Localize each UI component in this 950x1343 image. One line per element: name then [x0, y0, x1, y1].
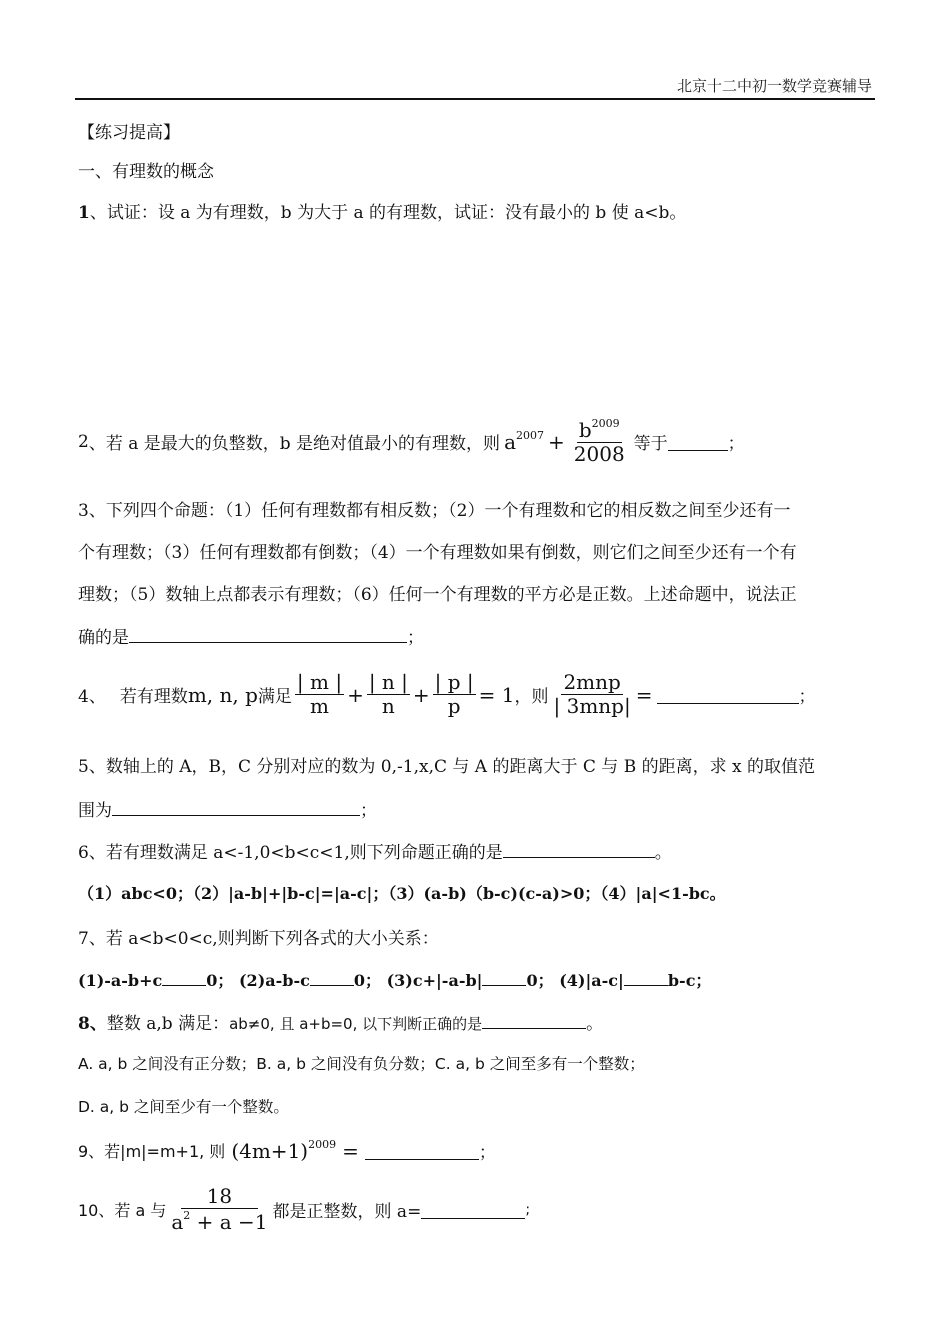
q2-text: 、若 a 是最大的负整数，b 是绝对值最小的有理数，则: [88, 434, 501, 454]
q1-text: 、试证：设 a 为有理数，b 为大于 a 的有理数，试证：没有最小的 b 使 a<b。: [89, 203, 687, 223]
q7-blank-3[interactable]: [482, 967, 526, 986]
q2-end: ；: [727, 434, 745, 454]
q4-end: ；: [798, 687, 816, 707]
q9-text: 9、若|m|=m+1, 则: [78, 1142, 226, 1161]
question-5-line-1: 5、数轴上的 A，B，C 分别对应的数为 0,-1,x,C 与 A 的距离大于 C 与 B 的距离，求 x 的取值范: [78, 757, 815, 777]
q10-answer-blank[interactable]: [421, 1200, 525, 1219]
q4-pre: 若有理数: [119, 687, 188, 707]
question-8-option-d: D. a, b 之间至少有一个整数。: [78, 1098, 289, 1116]
question-8: 8、整数 a,b 满足：ab≠0, 且 a+b=0, 以下判断正确的是 。: [78, 1009, 603, 1034]
subsection-title: 一、有理数的概念: [78, 162, 214, 182]
q2-post-text: 等于: [633, 434, 668, 454]
q2-number: 2: [78, 431, 89, 452]
q2-fraction-numerator: $b^{2009}$: [578, 417, 620, 442]
q4-fraction-result: $\frac{\text{2mnp}}{\text{| 3mnp|}}$: [553, 670, 631, 718]
page-header: 北京十二中初一数学竞赛辅导: [676, 77, 872, 95]
q8-answer-blank[interactable]: [482, 1010, 586, 1029]
q9-equals: =: [342, 1138, 359, 1163]
q7-blank-2[interactable]: [310, 967, 354, 986]
q2-plus: +: [548, 429, 565, 454]
header-rule: [75, 98, 875, 100]
question-10: [78, 1186, 530, 1233]
question-1: [78, 198, 686, 223]
q4-answer-blank[interactable]: [657, 685, 799, 704]
q3-answer-blank[interactable]: [129, 624, 407, 643]
q6-answer-blank[interactable]: [503, 839, 655, 858]
question-6: 6、若有理数满足 a<-1,0<b<c<1,则下列命题正确的是 。: [78, 838, 672, 863]
q4-equals-one: = 1: [478, 682, 515, 707]
q10-denominator: $a^2 + a -1$: [171, 1209, 268, 1234]
q10-fraction: $\frac{18}{a^2 + a -1}$: [171, 1184, 268, 1234]
q4-plus-1: +: [347, 682, 364, 707]
q2-a-term: $a^{2007}$: [504, 429, 544, 454]
q2-fraction: [572, 418, 627, 465]
q4-fraction-m: $\frac{| m |}{m}$: [296, 670, 343, 718]
q2-answer-blank[interactable]: [668, 432, 728, 451]
q10-end: ;: [525, 1201, 531, 1218]
section-title: 【练习提高】: [78, 123, 180, 143]
q4-equals: =: [635, 682, 653, 707]
q4-vars: m, n, p: [187, 682, 258, 707]
question-3-line-3: 理数；（5）数轴上点都表示有理数；（6）任何一个有理数的平方必是正数。上述命题中，说法正: [78, 585, 797, 605]
q4-fraction-p: $\frac{| p |}{p}$: [434, 670, 474, 718]
q7-blank-4[interactable]: [624, 967, 668, 986]
q9-expression: $(4m+1)^{2009}$: [231, 1138, 337, 1163]
q4-plus-2: +: [412, 682, 430, 707]
q7-blank-1[interactable]: [162, 967, 206, 986]
question-5-line-2: 围为 ；: [78, 796, 377, 821]
question-3-line-1: 3、下列四个命题：（1）任何有理数都有相反数；（2）一个有理数和它的相反数之间至少还有一: [78, 501, 791, 521]
q9-answer-blank[interactable]: [365, 1141, 479, 1160]
q10-text: 10、若 a 与: [78, 1201, 167, 1220]
question-6-options: （1）abc<0；（2）|a-b|+|b-c|=|a-c|；（3）(a-b)（b-c)(c-a)>0；（4）|a|<1-bc。: [78, 884, 726, 903]
question-9: [78, 1138, 496, 1163]
question-3-line-4: 确的是 ；: [78, 623, 424, 648]
q4-then: 则: [531, 687, 549, 707]
q4-number: 4、: [78, 687, 106, 707]
question-8-options-abc: A. a, b 之间没有正分数；B. a, b 之间没有负分数；C. a, b 之间至多有一个整数；: [78, 1055, 645, 1073]
question-4: [78, 672, 816, 717]
question-3-line-2: 个有理数；（3）任何有理数都有倒数；（4）一个有理数如果有倒数，则它们之间至少还有一个有: [78, 543, 797, 563]
question-7-parts: (1)-a-b+c 0； (2)a-b-c 0； (3)c+|-a-b| 0； (4)|a-c| b-c；: [78, 967, 711, 991]
q5-answer-blank[interactable]: [112, 797, 360, 816]
q1-number: 1: [78, 203, 90, 223]
question-2: [78, 418, 745, 465]
q10-post: 都是正整数，则 a=: [272, 1202, 422, 1222]
question-7: 7、若 a<b<0<c,则判断下列各式的大小关系：: [78, 929, 439, 949]
q2-fraction-denominator: 2008: [573, 442, 625, 466]
q4-mid: 满足: [257, 687, 292, 707]
q4-fraction-n: $\frac{| n |}{n}$: [368, 670, 408, 718]
q4-comma: ，: [514, 687, 532, 707]
q9-end: ；: [478, 1143, 496, 1163]
